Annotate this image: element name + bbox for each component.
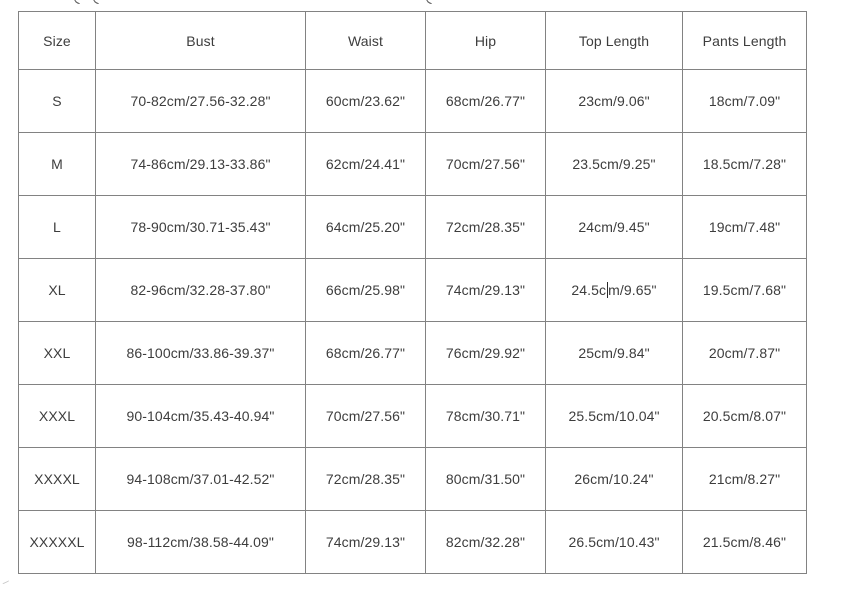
cell-waist: 66cm/25.98" — [306, 259, 426, 322]
cell-top-length: 26cm/10.24" — [546, 448, 683, 511]
cell-hip: 78cm/30.71" — [426, 385, 546, 448]
cell-top-length: 24cm/9.45" — [546, 196, 683, 259]
cell-size: XL — [19, 259, 96, 322]
table-row — [19, 322, 807, 385]
cell-waist: 74cm/29.13" — [306, 511, 426, 574]
cell-pants-length: 19.5cm/7.68" — [683, 259, 807, 322]
cell-hip: 76cm/29.92" — [426, 322, 546, 385]
cropped-text-descender-icon — [93, 0, 99, 4]
cell-bust: 82-96cm/32.28-37.80" — [96, 259, 306, 322]
cell-top-length: 25cm/9.84" — [546, 322, 683, 385]
cell-top-length: 23cm/9.06" — [546, 70, 683, 133]
table-row — [19, 259, 807, 322]
column-header-hip: Hip — [426, 12, 546, 70]
stray-mark-icon — [2, 579, 10, 585]
table-row — [19, 385, 807, 448]
column-header-waist: Waist — [306, 12, 426, 70]
cell-waist: 60cm/23.62" — [306, 70, 426, 133]
cell-pants-length: 21.5cm/8.46" — [683, 511, 807, 574]
cell-waist: 62cm/24.41" — [306, 133, 426, 196]
cell-size: XXXXXL — [19, 511, 96, 574]
cell-bust: 74-86cm/29.13-33.86" — [96, 133, 306, 196]
cell-hip: 74cm/29.13" — [426, 259, 546, 322]
column-header-bust: Bust — [96, 12, 306, 70]
cell-bust: 98-112cm/38.58-44.09" — [96, 511, 306, 574]
cell-waist: 64cm/25.20" — [306, 196, 426, 259]
text-cursor — [607, 282, 609, 298]
cell-waist: 70cm/27.56" — [306, 385, 426, 448]
cell-pants-length: 20cm/7.87" — [683, 322, 807, 385]
cell-size: XXXXL — [19, 448, 96, 511]
cell-pants-length: 18.5cm/7.28" — [683, 133, 807, 196]
cropped-text-descender-icon — [426, 0, 432, 4]
column-header-pants-length: Pants Length — [683, 12, 807, 70]
cell-bust: 78-90cm/30.71-35.43" — [96, 196, 306, 259]
cell-size: S — [19, 70, 96, 133]
cell-waist: 72cm/28.35" — [306, 448, 426, 511]
cell-top-length: 24.5c m/9.65" — [546, 259, 683, 322]
cell-top-length: 26.5cm/10.43" — [546, 511, 683, 574]
cell-bust: 86-100cm/33.86-39.37" — [96, 322, 306, 385]
cell-pants-length: 18cm/7.09" — [683, 70, 807, 133]
cell-top-length: 25.5cm/10.04" — [546, 385, 683, 448]
cropped-text-descender-icon — [74, 0, 80, 4]
cell-pants-length: 21cm/8.27" — [683, 448, 807, 511]
cell-size: M — [19, 133, 96, 196]
table-row — [19, 70, 807, 133]
table-row — [19, 133, 807, 196]
cell-hip: 70cm/27.56" — [426, 133, 546, 196]
table-row — [19, 196, 807, 259]
table-row — [19, 511, 807, 574]
cell-bust: 94-108cm/37.01-42.52" — [96, 448, 306, 511]
cell-size: L — [19, 196, 96, 259]
size-chart-table — [18, 11, 807, 574]
cell-pants-length: 20.5cm/8.07" — [683, 385, 807, 448]
table-body — [19, 70, 807, 574]
cell-pants-length: 19cm/7.48" — [683, 196, 807, 259]
cell-hip: 68cm/26.77" — [426, 70, 546, 133]
column-header-top-length: Top Length — [546, 12, 683, 70]
header-row — [19, 12, 807, 70]
cell-size: XXL — [19, 322, 96, 385]
cell-size: XXXL — [19, 385, 96, 448]
cell-hip: 80cm/31.50" — [426, 448, 546, 511]
cell-bust: 70-82cm/27.56-32.28" — [96, 70, 306, 133]
cell-hip: 82cm/32.28" — [426, 511, 546, 574]
cell-top-length: 23.5cm/9.25" — [546, 133, 683, 196]
cell-waist: 68cm/26.77" — [306, 322, 426, 385]
column-header-size: Size — [19, 12, 96, 70]
cell-bust: 90-104cm/35.43-40.94" — [96, 385, 306, 448]
table-row — [19, 448, 807, 511]
cell-hip: 72cm/28.35" — [426, 196, 546, 259]
